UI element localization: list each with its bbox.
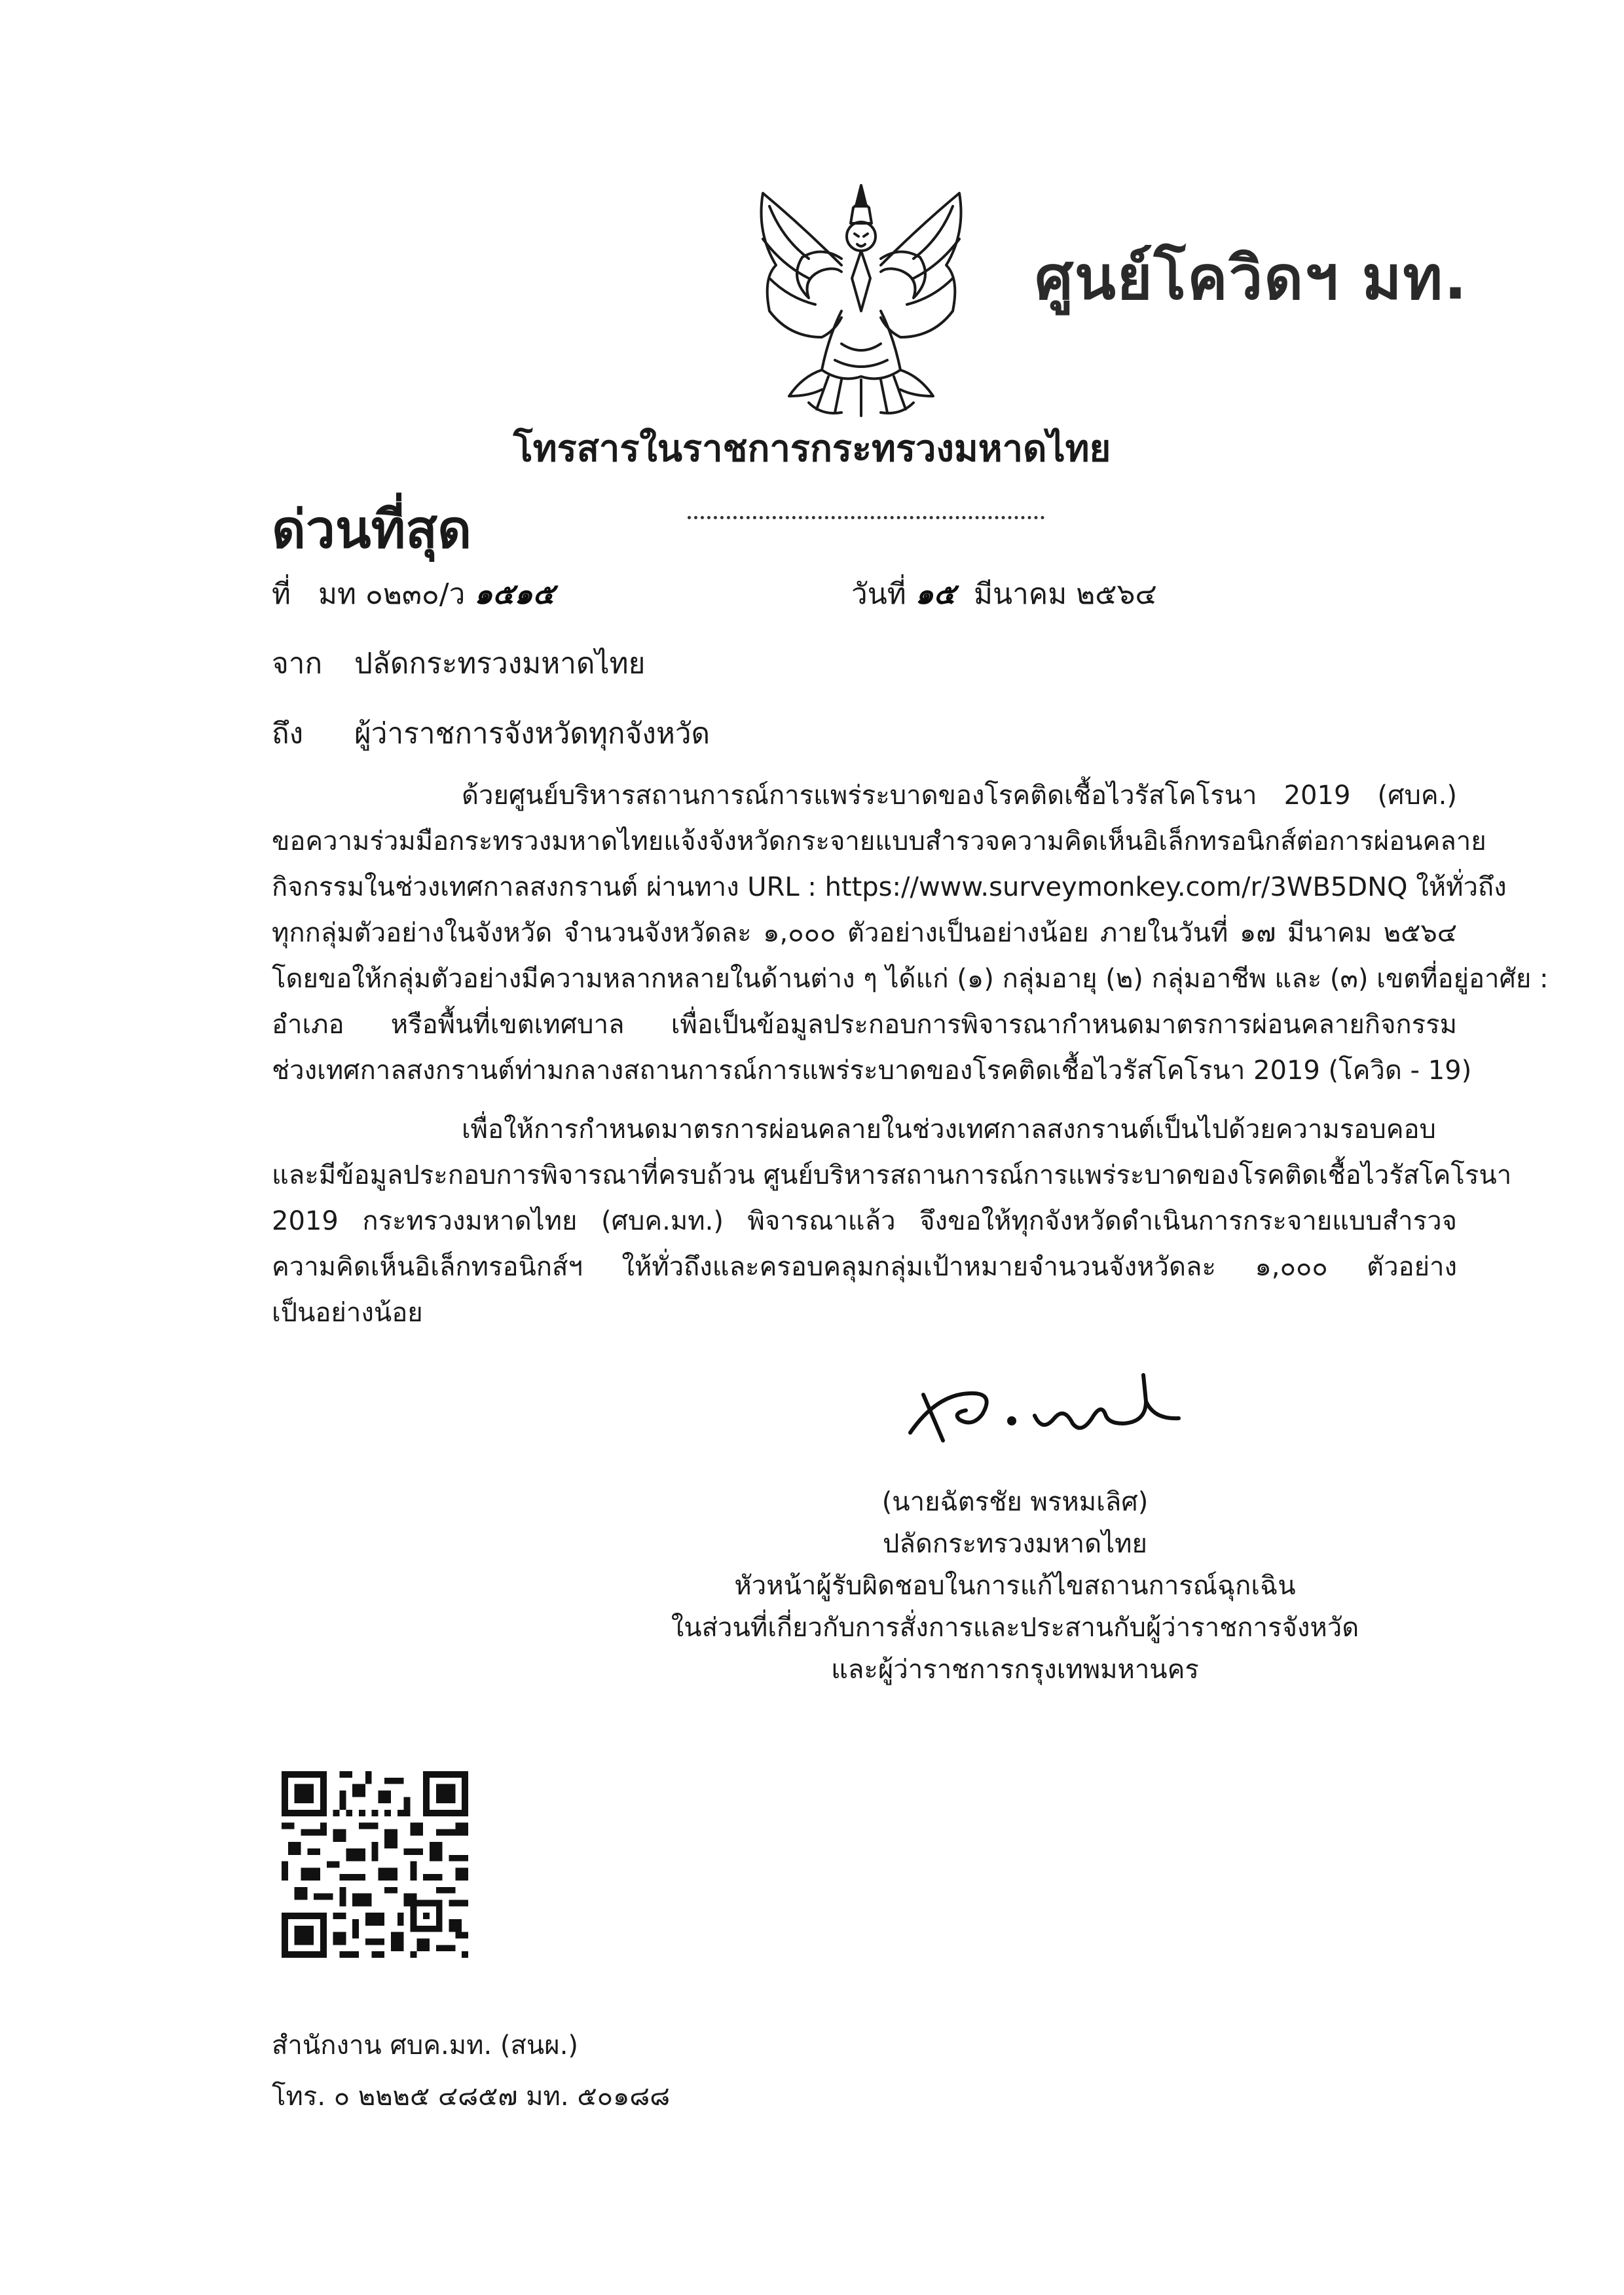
urgency-label: ด่วนที่สุด bbox=[272, 499, 472, 560]
reference-number-line bbox=[272, 571, 555, 617]
paragraph-line: ความคิดเห็นอิเล็กทรอนิกส์ฯ ให้ทั่วถึงและครอบคลุมกลุ่มเป้าหมายจำนวนจังหวัดละ ๑,๐๐๐ ตัวอย่าง bbox=[272, 1252, 1457, 1282]
date-line bbox=[851, 571, 1157, 617]
paragraph-line: ช่วงเทศกาลสงกรานต์ท่ามกลางสถานการณ์การแพร่ระบาดของโรคติดเชื้อไวรัสโคโรนา 2019 (โควิด - 19) bbox=[272, 1056, 1472, 1086]
to-label: ถึง bbox=[272, 717, 304, 750]
paragraph-line: เป็นอย่างน้อย bbox=[272, 1298, 423, 1328]
paragraph-line: 2019 กระทรวงมหาดไทย (ศบค.มท.) พิจารณาแล้ว จึงขอให้ทุกจังหวัดดำเนินการกระจายแบบสำรวจ bbox=[272, 1206, 1457, 1236]
paragraph-line: ขอความร่วมมือกระทรวงมหาดไทยแจ้งจังหวัดกระจายแบบสำรวจความคิดเห็นอิเล็กทรอนิกส์ต่อการผ่อนคลาย bbox=[272, 826, 1486, 856]
from-value: ปลัดกระทรวงมหาดไทย bbox=[354, 647, 646, 680]
footer-contact bbox=[272, 2020, 670, 2122]
date-day: ๑๕ bbox=[915, 578, 956, 611]
paragraph-line: เพื่อให้การกำหนดมาตรการผ่อนคลายในช่วงเทศกาลสงกรานต์เป็นไปด้วยความรอบคอบ bbox=[462, 1114, 1436, 1145]
handwritten-signature bbox=[897, 1355, 1192, 1447]
signatory-role-line: และผู้ว่าราชการกรุงเทพมหานคร bbox=[831, 1655, 1199, 1685]
paragraph-line: อำเภอ หรือพื้นที่เขตเทศบาล เพื่อเป็นข้อมูลประกอบการพิจารณากำหนดมาตรการผ่อนคลายกิจกรรม bbox=[272, 1010, 1457, 1040]
reference-label: ที่ bbox=[272, 578, 291, 611]
date-month-year: มีนาคม ๒๕๖๔ bbox=[974, 578, 1157, 611]
covid-center-stamp: ศูนย์โควิดฯ มท. bbox=[1035, 243, 1468, 313]
paragraph-line: โดยขอให้กลุ่มตัวอย่างมีความหลากหลายในด้านต่าง ๆ ได้แก่ (๑) กลุ่มอายุ (๒) กลุ่มอาชีพ และ (๓) เขตที่อยู่อาศัย : bbox=[272, 964, 1549, 994]
body-paragraph-1 bbox=[272, 773, 1549, 1093]
signatory-position: ปลัดกระทรวงมหาดไทย bbox=[882, 1529, 1147, 1559]
reference-number: ๑๕๑๕ bbox=[474, 578, 555, 611]
signatory-role-line: หัวหน้าผู้รับผิดชอบในการแก้ไขสถานการณ์ฉุกเฉิน bbox=[734, 1571, 1296, 1601]
from-line bbox=[272, 640, 645, 686]
qr-code bbox=[282, 1771, 468, 1958]
to-value: ผู้ว่าราชการจังหวัดทุกจังหวัด bbox=[354, 717, 710, 750]
paragraph-line: และมีข้อมูลประกอบการพิจารณาที่ครบถ้วน ศูนย์บริหารสถานการณ์การแพร่ระบาดของโรคติดเชื้อไวรัสโคโรนา bbox=[272, 1160, 1512, 1190]
paragraph-line: ด้วยศูนย์บริหารสถานการณ์การแพร่ระบาดของโรคติดเชื้อไวรัสโคโรนา 2019 (ศบค.) bbox=[462, 780, 1457, 811]
signatory-role-line: ในส่วนที่เกี่ยวกับการสั่งการและประสานกับผู้ว่าราชการจังหวัด bbox=[671, 1613, 1359, 1643]
reference-prefix: มท ๐๒๓๐/ว bbox=[318, 578, 466, 611]
footer-office: สำนักงาน ศบค.มท. (สนผ.) bbox=[272, 2030, 579, 2061]
to-line bbox=[272, 710, 710, 756]
paragraph-line: กิจกรรมในช่วงเทศกาลสงกรานต์ ผ่านทาง URL : https://www.surveymonkey.com/r/3WB5DNQ ให้ทั่วถึง bbox=[272, 872, 1507, 902]
footer-phone: โทร. ๐ ๒๒๒๕ ๔๘๕๗ มท. ๕๐๑๘๘ bbox=[272, 2082, 671, 2112]
date-label: วันที่ bbox=[851, 578, 906, 611]
signatory-block bbox=[589, 1481, 1441, 1691]
dotted-divider bbox=[688, 516, 1044, 519]
signatory-name: (นายฉัตรชัย พรหมเลิศ) bbox=[881, 1487, 1149, 1517]
from-label: จาก bbox=[272, 647, 323, 680]
garuda-emblem bbox=[743, 180, 979, 422]
paragraph-line: ทุกกลุ่มตัวอย่างในจังหวัด จำนวนจังหวัดละ ๑,๐๐๐ ตัวอย่างเป็นอย่างน้อย ภายในวันที่ ๑๗ มีนาคม ๒๕๖๔ bbox=[272, 918, 1457, 948]
document-title: โทรสารในราชการกระทรวงมหาดไทย bbox=[513, 428, 1111, 470]
body-paragraph-2 bbox=[272, 1107, 1512, 1336]
